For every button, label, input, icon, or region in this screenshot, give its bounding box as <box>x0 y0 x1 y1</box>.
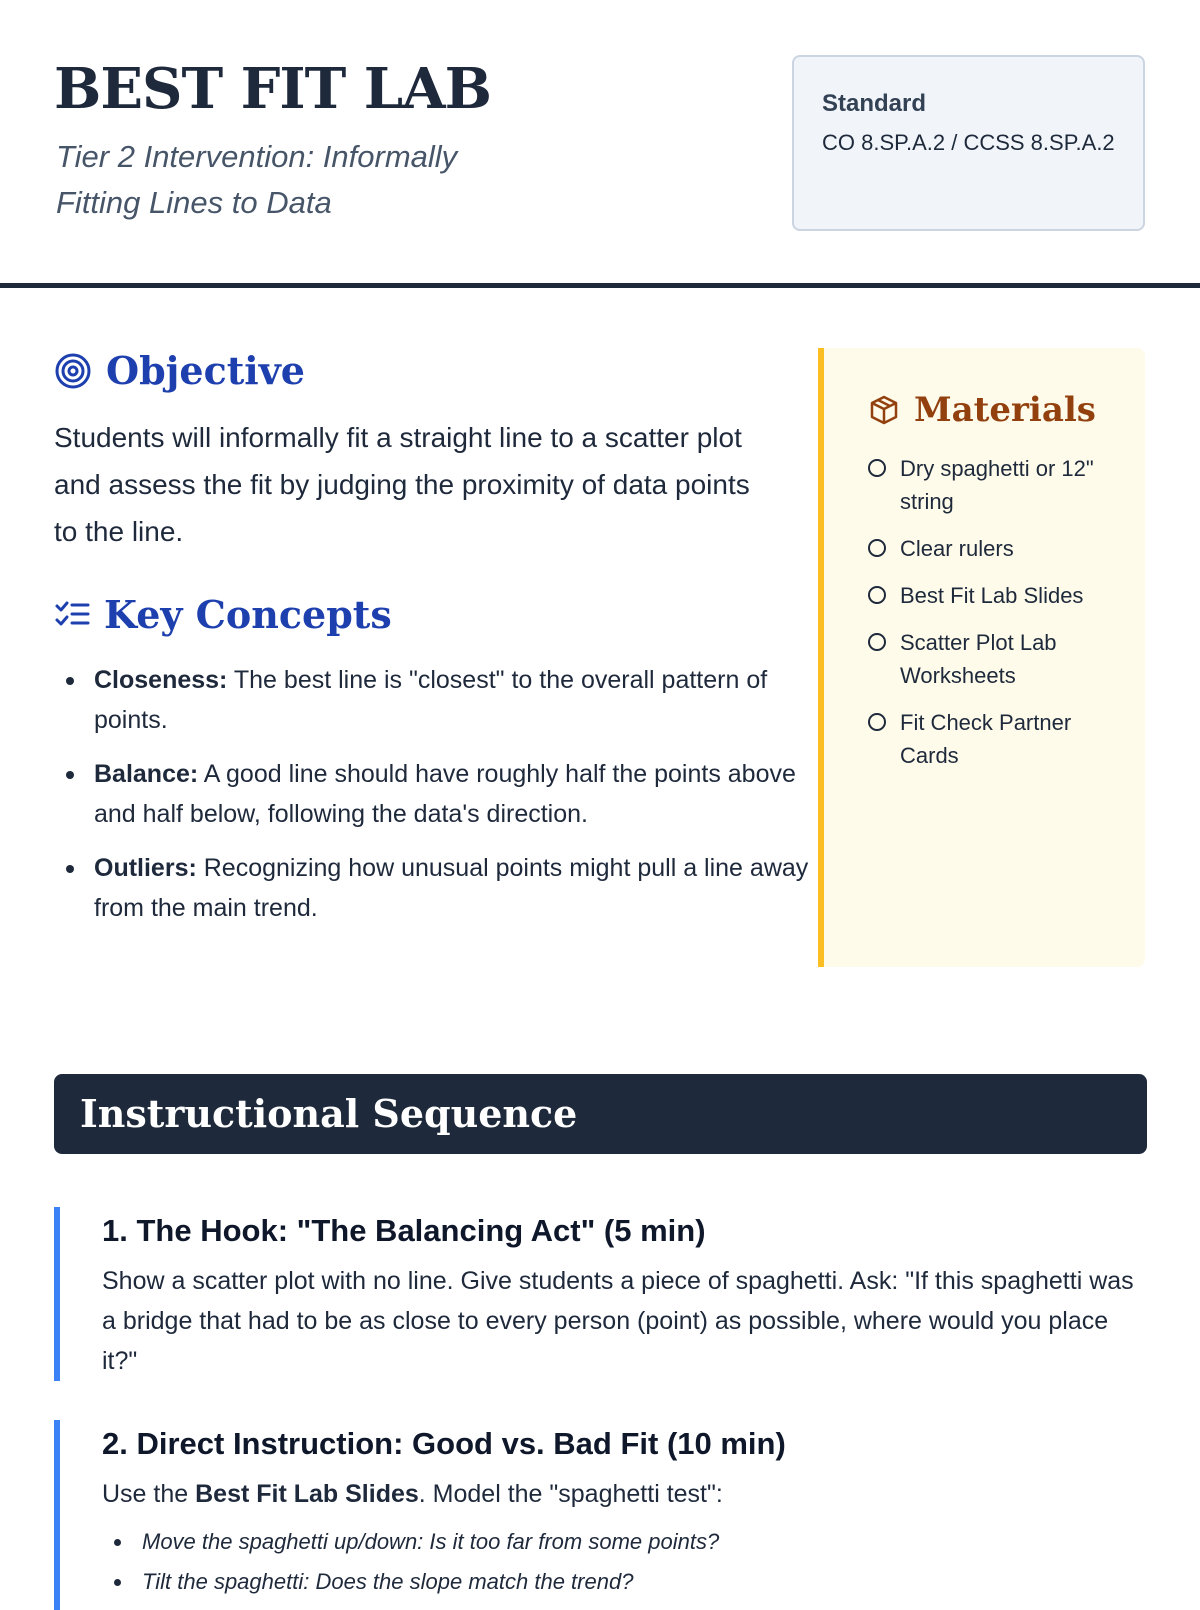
concept-text: The best line is "closest" to the overall pattern of points. <box>94 666 768 734</box>
checklist-icon <box>54 599 90 631</box>
materials-title: Materials <box>914 390 1096 430</box>
objective-heading <box>54 348 305 393</box>
instructional-sequence-title: Instructional Sequence <box>80 1091 578 1136</box>
step-text <box>102 1474 1147 1514</box>
objective-text: Students will informally fit a straight line to a scatter plot and assess the fit by judging the proximity of data points to the line. <box>54 422 750 547</box>
material-label: Best Fit Lab Slides <box>900 583 1084 608</box>
list-item <box>868 452 1128 518</box>
checkbox-circle-icon <box>868 633 886 651</box>
materials-heading <box>868 390 1096 430</box>
material-label: Scatter Plot Lab Worksheets <box>900 630 1057 688</box>
materials-panel <box>818 348 1145 967</box>
key-concepts-title: Key Concepts <box>104 592 392 637</box>
step-text-part: . Model the "spaghetti test": <box>418 1480 723 1508</box>
instructional-sequence-banner <box>54 1074 1147 1154</box>
concept-term: Balance: <box>94 760 199 788</box>
page-title: BEST FIT LAB <box>54 56 491 122</box>
list-item: Tilt the spaghetti: Does the slope match the trend? <box>142 1562 1147 1602</box>
material-label: Clear rulers <box>900 536 1014 561</box>
page-subtitle: Tier 2 Intervention: Informally Fitting Lines to Data <box>56 139 458 220</box>
sequence-step <box>54 1420 1147 1610</box>
list-item <box>94 848 814 928</box>
list-item <box>868 532 1128 565</box>
concept-term: Closeness: <box>94 666 228 694</box>
step-title: 1. The Hook: "The Balancing Act" (5 min) <box>102 1213 706 1248</box>
key-concepts-list <box>54 660 814 942</box>
list-item <box>868 626 1128 692</box>
checkbox-circle-icon <box>868 539 886 557</box>
objective-title: Objective <box>106 348 305 393</box>
standard-label: Standard <box>822 90 927 117</box>
checkbox-circle-icon <box>868 586 886 604</box>
list-item <box>868 579 1128 612</box>
checkbox-circle-icon <box>868 713 886 731</box>
step-text: Show a scatter plot with no line. Give students a piece of spaghetti. Ask: "If this spaghetti was a bridge that had to be as close to every person (point) as possible, where would you place it?" <box>102 1267 1134 1375</box>
standard-value: CO 8.SP.A.2 / CCSS 8.SP.A.2 <box>822 130 1115 155</box>
list-item <box>94 754 814 834</box>
standard-card <box>792 55 1145 231</box>
sequence-step <box>54 1207 1147 1381</box>
page-header <box>0 0 1200 288</box>
box-icon <box>868 394 900 426</box>
step-bullets <box>102 1522 1147 1602</box>
concept-text: Recognizing how unusual points might pull a line away from the main trend. <box>94 854 809 922</box>
list-item <box>868 706 1128 772</box>
step-text-bold: Best Fit Lab Slides <box>195 1480 419 1508</box>
step-title: 2. Direct Instruction: Good vs. Bad Fit (10 min) <box>102 1426 786 1461</box>
concept-term: Outliers: <box>94 854 197 882</box>
materials-list <box>868 452 1128 786</box>
concept-text: A good line should have roughly half the points above and half below, following the data's direction. <box>94 760 796 828</box>
material-label: Fit Check Partner Cards <box>900 710 1072 768</box>
target-icon <box>54 352 92 390</box>
key-concepts-heading <box>54 592 392 637</box>
checkbox-circle-icon <box>868 459 886 477</box>
list-item: Move the spaghetti up/down: Is it too far from some points? <box>142 1522 1147 1562</box>
material-label: Dry spaghetti or 12" string <box>900 456 1094 514</box>
list-item <box>94 660 814 740</box>
step-text-part: Use the <box>102 1480 196 1508</box>
